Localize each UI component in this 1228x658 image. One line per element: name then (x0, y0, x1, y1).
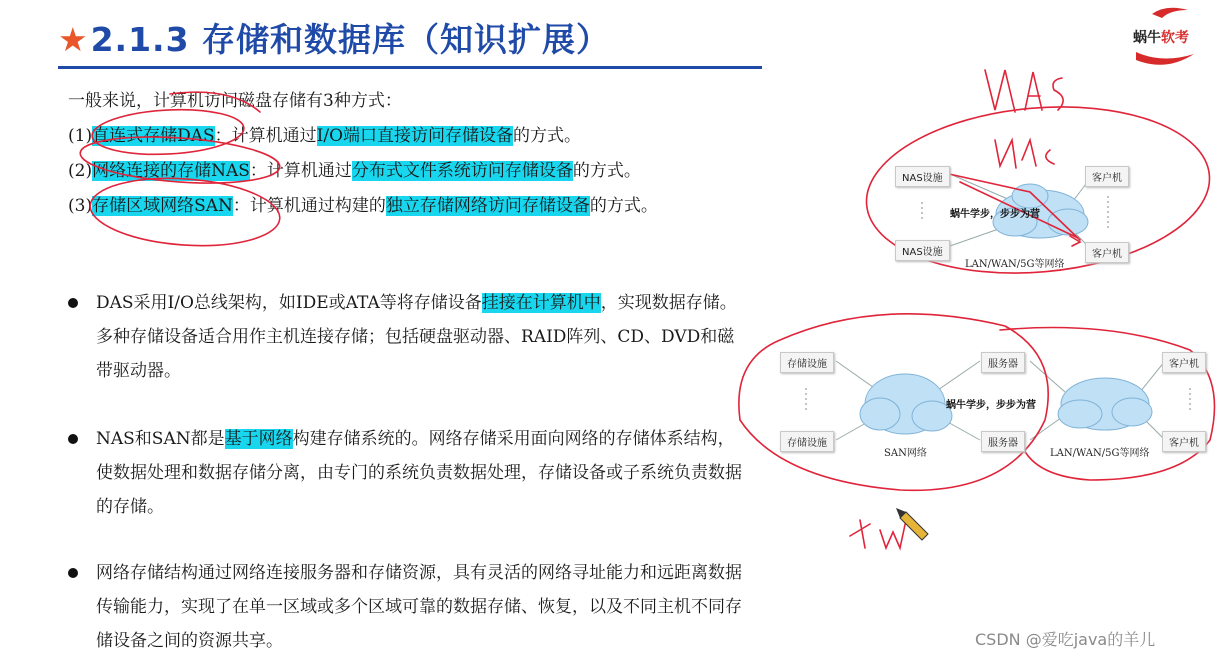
item-text: 的方式。 (589, 196, 658, 216)
nas-storage-box: NAS设施 (895, 240, 950, 261)
san-network-label: SAN网络 (884, 448, 927, 459)
highlight-text: 分布式文件系统访问存储设备 (351, 161, 573, 181)
item-number: (1) (68, 126, 93, 146)
item-text: ：计算机通过构建的 (232, 196, 386, 216)
nas-cloud-text: 蜗牛学步，步步为营 (950, 209, 1040, 220)
item-text: 的方式。 (513, 126, 582, 146)
highlight-term: 网络连接的存储NAS (92, 161, 250, 181)
highlight-text: 独立存储网络访问存储设备 (385, 196, 590, 216)
bullet-text: ，实现数据存储。多种存储设备适合用作主机连接存储；包括硬盘驱动器、RAID阵列、CD、DVD和磁带驱动器。 (96, 293, 737, 381)
san-server-box: 服务器 (981, 431, 1025, 452)
item-number: (3) (68, 196, 93, 216)
san-cloud-text: 蜗牛学步，步步为营 (946, 400, 1036, 411)
item-text: 的方式。 (572, 161, 641, 181)
highlight-term: 直连式存储DAS (92, 126, 215, 146)
intro-lead: 一般来说，计算机访问磁盘存储有3种方式： (68, 91, 402, 111)
bullet-text: 网络存储结构通过网络连接服务器和存储资源，具有灵活的网络寻址能力和远距离数据传输能力，实现了在单一区域或多个区域可靠的数据存储、恢复，以及不同主机不同存储设备之间的资源共享。 (96, 563, 742, 651)
san-client-box: 客户机 (1162, 431, 1206, 452)
highlight-text: 挂接在计算机中 (481, 293, 601, 313)
bullet-text: DAS采用I/O总线架构，如IDE或ATA等将存储设备 (96, 293, 482, 313)
highlight-term: 存储区域网络SAN (92, 196, 233, 216)
item-number: (2) (68, 161, 93, 181)
nas-network-label: LAN/WAN/5G等网络 (965, 259, 1065, 270)
logo-brand-b: 软考 (1161, 30, 1189, 46)
pencil-icon (896, 508, 928, 540)
san-storage-box: 存储设施 (780, 352, 834, 373)
san-client-box: 客户机 (1162, 352, 1206, 373)
nas-client-box: 客户机 (1085, 242, 1129, 263)
nas-client-box: 客户机 (1085, 166, 1129, 187)
highlight-text: 基于网络 (224, 429, 293, 449)
title-text: 2.1.3 存储和数据库（知识扩展） (90, 20, 611, 59)
csdn-watermark: CSDN @爱吃java的羊儿 (975, 630, 1156, 649)
bullet-text: NAS和SAN都是 (96, 429, 225, 449)
bullet-text: 构建存储系统的。网络存储采用面向网络的存储体系结构，使数据处理和数据存储分离，由专门的系统负责数据处理，存储设备或子系统负责数据的存储。 (96, 429, 742, 517)
lan-network-label: LAN/WAN/5G等网络 (1050, 448, 1150, 459)
item-text: ：计算机通过 (249, 161, 352, 181)
logo-brand-a: 蜗牛 (1133, 30, 1161, 46)
star-icon: ★ (58, 20, 89, 59)
nas-storage-box: NAS设施 (895, 166, 950, 187)
highlight-text: I/O端口直接访问存储设备 (316, 126, 514, 146)
san-storage-box: 存储设施 (780, 431, 834, 452)
san-server-box: 服务器 (981, 352, 1025, 373)
item-text: ：计算机通过 (214, 126, 317, 146)
